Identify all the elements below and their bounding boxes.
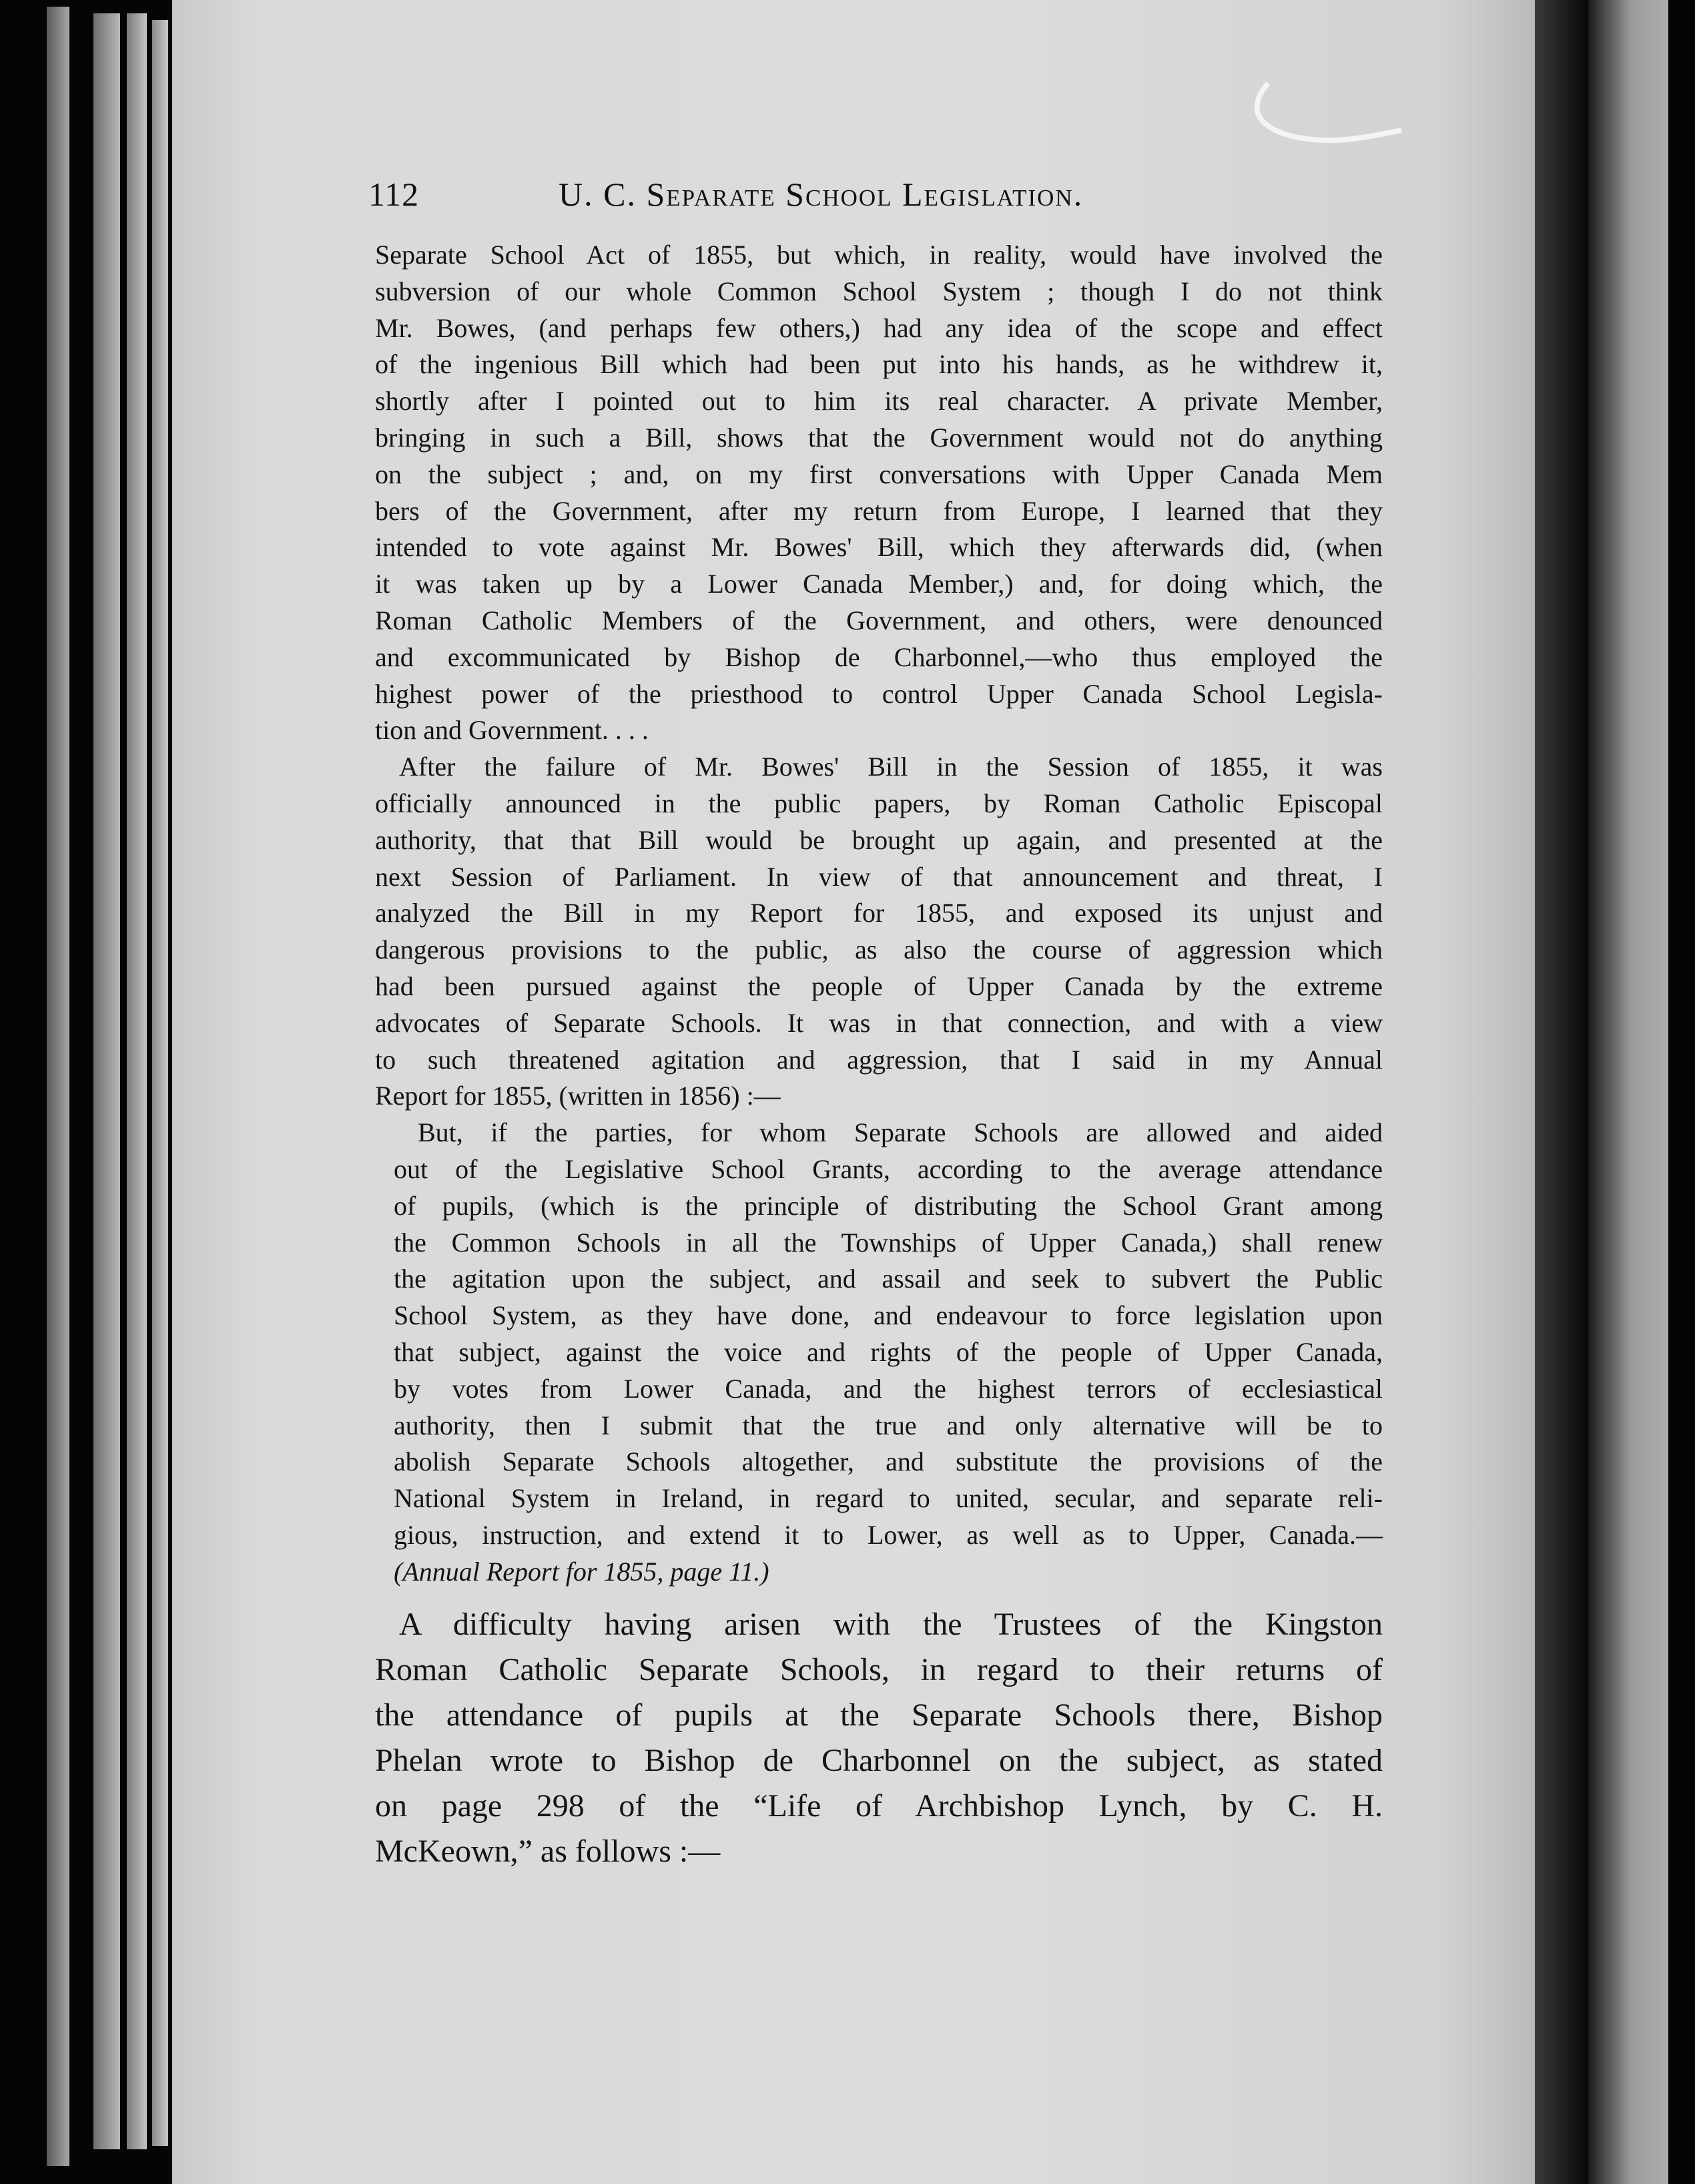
scan-border-right xyxy=(1668,0,1695,2184)
citation: (Annual Report for 1855, page 11.) xyxy=(394,1556,769,1587)
text-line: on page 298 of the “Life of Archbishop Lynch, by C. H. xyxy=(375,1788,1383,1824)
text-line: out of the Legislative School Grants, according to the average attendance xyxy=(394,1153,1383,1184)
text-line: the agitation upon the subject, and assail and seek to subvert the Public xyxy=(394,1264,1383,1294)
running-head: U. C. Separate School Legislation. xyxy=(559,176,1084,213)
block-quote xyxy=(375,1115,1383,1590)
text-line: of the ingenious Bill which had been put into his hands, as he withdrew it, xyxy=(375,349,1383,380)
text-line: Roman Catholic Members of the Government, and others, were denounced xyxy=(375,605,1383,635)
text-line: bers of the Government, after my return from Europe, I learned that they xyxy=(375,495,1383,526)
text-line: bringing in such a Bill, shows that the Government would not do anything xyxy=(375,422,1383,453)
text-line: by votes from Lower Canada, and the highest terrors of ecclesiastical xyxy=(394,1373,1383,1404)
text-line: subversion of our whole Common School System ; though I do not think xyxy=(375,276,1383,306)
text-line: of pupils, (which is the principle of distributing the School Grant among xyxy=(394,1190,1383,1221)
text-line: Mr. Bowes, (and perhaps few others,) had any idea of the scope and effect xyxy=(375,312,1383,343)
text-line: School System, as they have done, and endeavour to force legislation upon xyxy=(394,1300,1383,1331)
text-line: had been pursued against the people of Upper Canada by the extreme xyxy=(375,971,1383,1001)
text-line: next Session of Parliament. In view of that announcement and threat, I xyxy=(375,861,1383,892)
text-line: dangerous provisions to the public, as also the course of aggression which xyxy=(375,934,1383,965)
paragraph-2 xyxy=(375,749,1383,1115)
page-body xyxy=(375,237,1383,1874)
page-gutter xyxy=(1535,0,1588,2184)
text-line: abolish Separate Schools altogether, and substitute the provisions of the xyxy=(394,1446,1383,1477)
page-edge xyxy=(47,7,69,2166)
text-line: tion and Government. . . . xyxy=(375,715,649,746)
page-edge xyxy=(93,13,120,2149)
text-line: intended to vote against Mr. Bowes' Bill, which they afterwards did, (when xyxy=(375,532,1383,563)
page-number: 112 xyxy=(368,176,420,213)
text-line: A difficulty having arisen with the Trustees of the Kingston xyxy=(399,1607,1383,1643)
text-line: the attendance of pupils at the Separate Schools there, Bishop xyxy=(375,1697,1383,1733)
text-line: to such threatened agitation and aggression, that I said in my Annual xyxy=(375,1044,1383,1075)
text-line: it was taken up by a Lower Canada Member,) and, for doing which, the xyxy=(375,569,1383,599)
text-line: National System in Ireland, in regard to united, secular, and separate reli- xyxy=(394,1483,1383,1514)
text-line: that subject, against the voice and rights of the people of Upper Canada, xyxy=(394,1336,1383,1367)
text-line: shortly after I pointed out to him its real character. A private Member, xyxy=(375,386,1383,417)
text-line: highest power of the priesthood to control Upper Canada School Legisla- xyxy=(375,678,1383,709)
paragraph-4 xyxy=(375,1602,1383,1874)
text-line: analyzed the Bill in my Report for 1855, and exposed its unjust and xyxy=(375,898,1383,928)
text-line: authority, then I submit that the true and only alternative will be to xyxy=(394,1410,1383,1440)
text-line: After the failure of Mr. Bowes' Bill in the Session of 1855, it was xyxy=(399,752,1383,782)
text-line: Roman Catholic Separate Schools, in regard to their returns of xyxy=(375,1652,1383,1688)
text-line: But, if the parties, for whom Separate Schools are allowed and aided xyxy=(418,1117,1383,1148)
text-line: and excommunicated by Bishop de Charbonnel,—who thus employed the xyxy=(375,641,1383,672)
page-header xyxy=(368,175,1383,222)
scan-artifact xyxy=(1241,73,1415,160)
text-line: McKeown,” as follows :— xyxy=(375,1834,721,1870)
page-edge xyxy=(127,13,147,2149)
text-line: officially announced in the public papers, by Roman Catholic Episcopal xyxy=(375,788,1383,818)
text-line: gious, instruction, and extend it to Lower, as well as to Upper, Canada.— xyxy=(394,1519,1383,1550)
page-edge xyxy=(152,20,168,2146)
text-line: the Common Schools in all the Townships of Upper Canada,) shall renew xyxy=(394,1227,1383,1258)
text-line: Separate School Act of 1855, but which, in reality, would have involved the xyxy=(375,240,1383,270)
text-line: authority, that that Bill would be brought up again, and presented at the xyxy=(375,824,1383,855)
text-line: on the subject ; and, on my first conversations with Upper Canada Mem xyxy=(375,459,1383,489)
text-line: advocates of Separate Schools. It was in that connection, and with a view xyxy=(375,1007,1383,1038)
paragraph-1 xyxy=(375,237,1383,749)
text-line: Report for 1855, (written in 1856) :— xyxy=(375,1081,781,1111)
text-line: Phelan wrote to Bishop de Charbonnel on the subject, as stated xyxy=(375,1743,1383,1779)
